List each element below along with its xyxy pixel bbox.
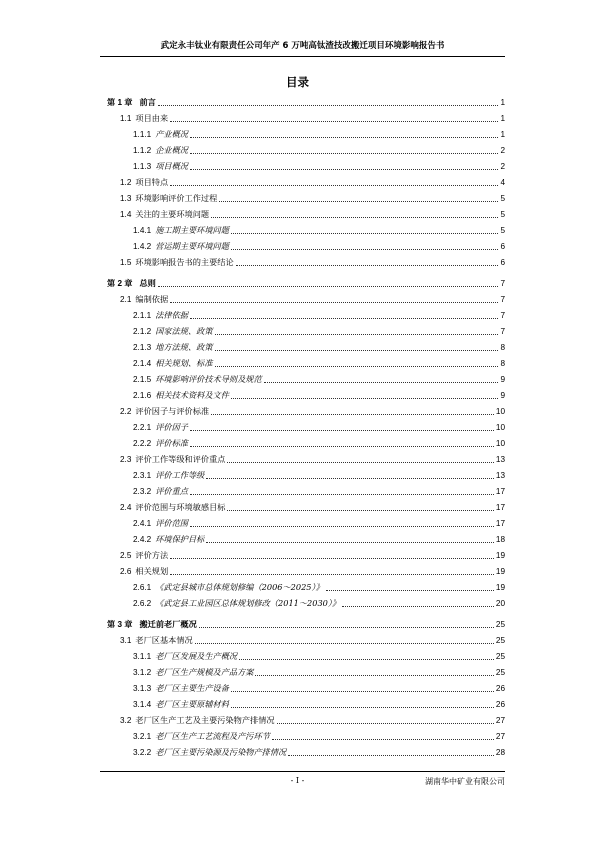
toc-leader-dots: [199, 627, 494, 628]
toc-leader-dots: [170, 121, 498, 122]
toc-entry-label: [133, 390, 229, 401]
toc-entry-label: [133, 651, 237, 662]
toc-entry-number: 2.2.1: [133, 423, 152, 432]
toc-entry-label: [120, 193, 217, 204]
document-header: 武定永丰钛业有限责任公司年产 6 万吨高钛渣技改搬迁项目环境影响报告书: [160, 41, 445, 51]
toc-entry-page: 19: [495, 551, 505, 560]
toc-entry-title: 评价重点: [155, 486, 188, 496]
toc-entry-number: 1.4: [120, 210, 132, 219]
toc-entry-page: 6: [500, 242, 505, 251]
toc-entry-number: 1.2: [120, 178, 132, 187]
toc-entry-title: 施工期主要环境问题: [155, 225, 229, 235]
footer-company: 湖南华中矿业有限公司: [425, 777, 505, 786]
toc-leader-dots: [288, 755, 494, 756]
toc-leader-dots: [190, 526, 494, 527]
toc-entry-label: [133, 145, 188, 156]
toc-entry-label: [120, 294, 168, 305]
toc-subsection-entry[interactable]: [107, 742, 505, 758]
toc-entry-number: 2.1: [120, 295, 132, 304]
toc-entry-number: 3.1: [120, 636, 132, 645]
toc-entry-number: 2.1.5: [133, 375, 152, 384]
toc-entry-title: 评价因子: [155, 422, 188, 432]
toc-subsection-entry[interactable]: [107, 417, 505, 433]
toc-entry-page: 10: [495, 407, 505, 416]
toc-entry-label: [133, 342, 213, 353]
toc-entry-label: [133, 310, 188, 321]
toc-entry-label: [133, 747, 286, 758]
toc-leader-dots: [206, 478, 494, 479]
toc-chapter-entry[interactable]: [107, 614, 505, 630]
toc-entry-page: 13: [495, 455, 505, 464]
toc-entry-title: 法律依据: [155, 310, 188, 320]
toc-section-entry[interactable]: [107, 710, 505, 726]
toc-entry-number: 3.2.2: [133, 748, 152, 757]
toc-entry-title: 评价工作等级: [155, 470, 205, 480]
toc-entry-page: 7: [500, 327, 505, 336]
toc-entry-page: 27: [495, 732, 505, 741]
toc-entry-number: 2.3: [120, 455, 132, 464]
toc-subsection-entry[interactable]: [107, 156, 505, 172]
toc-leader-dots: [170, 185, 498, 186]
footer-page-number: - I -: [290, 776, 305, 785]
toc-entry-page: 26: [495, 684, 505, 693]
toc-entry-title: 项目概况: [155, 161, 188, 171]
toc-entry-number: 1.1.3: [133, 162, 152, 171]
toc-subsection-entry[interactable]: [107, 385, 505, 401]
toc-entry-page: 7: [500, 295, 505, 304]
toc-leader-dots: [190, 318, 498, 319]
toc-entry-page: 9: [500, 375, 505, 384]
toc-subsection-entry[interactable]: [107, 646, 505, 662]
toc-entry-title: 老厂区生产规模及产品方案: [155, 667, 254, 677]
toc-section-entry[interactable]: [107, 401, 505, 417]
toc-leader-dots: [215, 366, 499, 367]
toc-subsection-entry[interactable]: [107, 726, 505, 742]
toc-subsection-entry[interactable]: [107, 337, 505, 353]
toc-chapter-entry[interactable]: [107, 273, 505, 289]
toc-entry-page: 6: [500, 258, 505, 267]
toc-leader-dots: [227, 510, 493, 511]
toc-entry-number: 2.1.4: [133, 359, 152, 368]
toc-entry-number: 第 2 章: [107, 279, 133, 288]
toc-subsection-entry[interactable]: [107, 353, 505, 369]
toc-entry-label: [133, 129, 188, 140]
toc-entry-number: 2.1.2: [133, 327, 152, 336]
toc-subsection-entry[interactable]: [107, 140, 505, 156]
toc-subsection-entry[interactable]: [107, 124, 505, 140]
toc-entry-label: [120, 406, 209, 417]
toc-entry-number: 2.6.2: [133, 599, 152, 608]
toc-entry-title: 评价范围: [155, 518, 188, 528]
toc-subsection-entry[interactable]: [107, 513, 505, 529]
toc-entry-page: 9: [500, 391, 505, 400]
toc-leader-dots: [231, 398, 499, 399]
toc-entry-number: 2.6.1: [133, 583, 152, 592]
toc-entry-page: 8: [500, 343, 505, 352]
toc-entry-page: 5: [500, 194, 505, 203]
toc-entry-page: 7: [500, 279, 505, 288]
toc-entry-label: [133, 326, 213, 337]
toc-entry-page: 25: [495, 652, 505, 661]
toc-leader-dots: [231, 691, 494, 692]
toc-subsection-entry[interactable]: [107, 305, 505, 321]
toc-section-entry[interactable]: [107, 289, 505, 305]
toc-entry-page: 4: [500, 178, 505, 187]
toc-entry-number: 1.1.2: [133, 146, 152, 155]
toc-entry-label: [133, 486, 188, 497]
toc-entry-number: 1.1.1: [133, 130, 152, 139]
toc-subsection-entry[interactable]: [107, 220, 505, 236]
toc-leader-dots: [190, 494, 494, 495]
toc-entry-label: [107, 619, 197, 630]
toc-subsection-entry[interactable]: [107, 577, 505, 593]
toc-leader-dots: [219, 201, 498, 202]
toc-leader-dots: [231, 233, 499, 234]
toc-entry-label: [120, 502, 225, 513]
toc-entry-label: [120, 550, 168, 561]
toc-entry-label: [120, 454, 225, 465]
toc-entry-number: 2.4.2: [133, 535, 152, 544]
toc-entry-number: 1.1: [120, 114, 132, 123]
toc-entry-label: [120, 257, 234, 268]
toc-title: 目录: [286, 75, 309, 89]
toc-entry-number: 3.1.2: [133, 668, 152, 677]
toc-leader-dots: [190, 446, 494, 447]
toc-entry-title: 国家法规、政策: [155, 326, 213, 336]
toc-entry-title: 老厂区生产工艺及主要污染物产排情况: [135, 715, 275, 725]
toc-entry-title: 老厂区生产工艺流程及产污环节: [155, 731, 270, 741]
toc-leader-dots: [255, 675, 493, 676]
toc-entry-title: 评价方法: [135, 550, 169, 560]
toc-entry-page: 10: [495, 439, 505, 448]
toc-leader-dots: [190, 153, 498, 154]
toc-entry-page: 5: [500, 210, 505, 219]
toc-entry-title: 项目由来: [135, 113, 169, 123]
toc-leader-dots: [206, 542, 494, 543]
toc-leader-dots: [158, 105, 499, 106]
toc-entry-page: 17: [495, 487, 505, 496]
toc-entry-number: 2.2.2: [133, 439, 152, 448]
toc-entry-number: 2.1.6: [133, 391, 152, 400]
toc-subsection-entry[interactable]: [107, 593, 505, 609]
toc-entry-label: [133, 241, 229, 252]
toc-entry-title: 《武定县工业园区总体规划修改（2011～2030）》: [155, 598, 341, 608]
toc-entry-page: 27: [495, 716, 505, 725]
toc-entry-page: 17: [495, 519, 505, 528]
toc-entry-title: 评价因子与评价标准: [135, 406, 210, 416]
toc-entry-page: 25: [495, 636, 505, 645]
toc-entry-number: 1.4.1: [133, 226, 152, 235]
toc-entry-label: [133, 422, 188, 433]
toc-entry-title: 老厂区主要原辅材料: [155, 699, 229, 709]
toc-entry-label: [107, 97, 156, 108]
toc-leader-dots: [158, 286, 499, 287]
toc-entry-label: [133, 582, 324, 593]
toc-entry-number: 3.2: [120, 716, 132, 725]
toc-entry-label: [120, 177, 168, 188]
toc-entry-label: [120, 715, 275, 726]
toc-entry-label: [120, 635, 193, 646]
toc-entry-page: 1: [500, 130, 505, 139]
toc-entry-page: 2: [500, 146, 505, 155]
toc-entry-page: 8: [500, 359, 505, 368]
toc-section-entry[interactable]: [107, 545, 505, 561]
toc-entry-title: 企业概况: [155, 145, 188, 155]
toc-entry-number: 2.1.1: [133, 311, 152, 320]
toc-subsection-entry[interactable]: [107, 481, 505, 497]
toc-leader-dots: [190, 137, 498, 138]
toc-leader-dots: [170, 302, 498, 303]
toc-entry-title: 项目特点: [135, 177, 169, 187]
toc-leader-dots: [215, 350, 499, 351]
toc-entry-page: 28: [495, 748, 505, 757]
toc-leader-dots: [236, 265, 499, 266]
toc-entry-page: 19: [495, 583, 505, 592]
toc-leader-dots: [227, 462, 493, 463]
toc-entry-title: 相关规划、标准: [155, 358, 213, 368]
toc-section-entry[interactable]: [107, 449, 505, 465]
toc-section-entry[interactable]: [107, 252, 505, 268]
toc-entry-label: [133, 683, 229, 694]
toc-entry-title: 《武定县城市总体规划修编（2006～2025）》: [155, 582, 324, 592]
toc-entry-number: 2.4.1: [133, 519, 152, 528]
toc-entry-title: 评价范围与环境敏感目标: [135, 502, 226, 512]
toc-entry-number: 2.1.3: [133, 343, 152, 352]
toc-entry-page: 25: [495, 668, 505, 677]
toc-entry-title: 编制依据: [135, 294, 169, 304]
toc-subsection-entry[interactable]: [107, 694, 505, 710]
toc-entry-title: 评价工作等级和评价重点: [135, 454, 226, 464]
toc-entry-title: 环境影响评价工作过程: [135, 193, 218, 203]
toc-leader-dots: [231, 249, 499, 250]
toc-entry-label: [133, 161, 188, 172]
toc-entry-page: 5: [500, 226, 505, 235]
toc-leader-dots: [326, 590, 494, 591]
toc-entry-number: 2.4: [120, 503, 132, 512]
toc-entry-title: 老厂区基本情况: [135, 635, 193, 645]
toc-entry-label: [107, 278, 156, 289]
toc-subsection-entry[interactable]: [107, 369, 505, 385]
toc-entry-label: [133, 225, 229, 236]
toc-entry-number: 2.5: [120, 551, 132, 560]
toc-entry-number: 3.1.1: [133, 652, 152, 661]
toc-entry-title: 相关技术资料及文件: [155, 390, 229, 400]
toc-entry-number: 3.1.4: [133, 700, 152, 709]
toc-entry-title: 营运期主要环境问题: [155, 241, 229, 251]
toc-subsection-entry[interactable]: [107, 465, 505, 481]
toc-section-entry[interactable]: [107, 630, 505, 646]
toc-entry-number: 1.4.2: [133, 242, 152, 251]
toc-section-entry[interactable]: [107, 188, 505, 204]
toc-subsection-entry[interactable]: [107, 529, 505, 545]
toc-entry-number: 2.6: [120, 567, 132, 576]
toc-entry-label: [120, 566, 168, 577]
toc-entry-number: 第 3 章: [107, 620, 133, 629]
toc-entry-page: 2: [500, 162, 505, 171]
toc-section-entry[interactable]: [107, 108, 505, 124]
toc-entry-number: 1.5: [120, 258, 132, 267]
header-rule: [100, 56, 505, 57]
toc-entry-title: 评价标准: [155, 438, 188, 448]
toc-leader-dots: [170, 558, 494, 559]
toc-entry-title: 地方法规、政策: [155, 342, 213, 352]
toc-leader-dots: [272, 739, 494, 740]
toc-entry-label: [133, 731, 270, 742]
toc-entry-page: 13: [495, 471, 505, 480]
toc-subsection-entry[interactable]: [107, 662, 505, 678]
toc-subsection-entry[interactable]: [107, 678, 505, 694]
toc-entry-number: 2.2: [120, 407, 132, 416]
toc-chapter-entry[interactable]: [107, 92, 505, 108]
toc-entry-page: 26: [495, 700, 505, 709]
toc-entry-page: 7: [500, 311, 505, 320]
toc-entry-title: 前言: [139, 97, 156, 107]
toc-subsection-entry[interactable]: [107, 433, 505, 449]
toc-entry-number: 3.2.1: [133, 732, 152, 741]
toc-entry-page: 17: [495, 503, 505, 512]
toc-entry-title: 老厂区主要污染源及污染物产排情况: [155, 747, 287, 757]
toc-entry-label: [120, 113, 168, 124]
toc-entry-number: 3.1.3: [133, 684, 152, 693]
toc-entry-label: [133, 374, 262, 385]
toc-section-entry[interactable]: [107, 204, 505, 220]
toc-entry-label: [133, 699, 229, 710]
toc-entry-title: 环境影响评价技术导则及规范: [155, 374, 262, 384]
toc-subsection-entry[interactable]: [107, 236, 505, 252]
toc-entry-label: [133, 358, 213, 369]
toc-entry-label: [133, 438, 188, 449]
footer-rule: [100, 771, 505, 772]
toc-leader-dots: [264, 382, 499, 383]
toc-entry-title: 环境保护目标: [155, 534, 205, 544]
toc-entry-label: [133, 598, 340, 609]
toc-leader-dots: [239, 659, 494, 660]
toc-entry-title: 老厂区发展及生产概况: [155, 651, 238, 661]
toc-entry-label: [133, 534, 204, 545]
toc-entry-label: [133, 667, 253, 678]
toc-leader-dots: [211, 414, 494, 415]
toc-entry-title: 产业概况: [155, 129, 188, 139]
toc-entry-title: 环境影响报告书的主要结论: [135, 257, 234, 267]
toc-entry-label: [120, 209, 209, 220]
toc-leader-dots: [231, 707, 494, 708]
toc-entry-number: 第 1 章: [107, 98, 133, 107]
toc-entry-title: 总则: [139, 278, 156, 288]
toc-entry-number: 1.3: [120, 194, 132, 203]
toc-leader-dots: [190, 169, 498, 170]
toc-entry-page: 1: [500, 114, 505, 123]
toc-leader-dots: [215, 334, 499, 335]
toc-entry-page: 1: [500, 98, 505, 107]
toc-entry-page: 25: [495, 620, 505, 629]
toc-entry-title: 老厂区主要生产设备: [155, 683, 229, 693]
table-of-contents: [107, 92, 505, 758]
toc-entry-page: 20: [495, 599, 505, 608]
toc-entry-page: 19: [495, 567, 505, 576]
toc-entry-number: 2.3.2: [133, 487, 152, 496]
toc-entry-title: 关注的主要环境问题: [135, 209, 210, 219]
toc-entry-number: 2.3.1: [133, 471, 152, 480]
toc-section-entry[interactable]: [107, 561, 505, 577]
toc-leader-dots: [170, 574, 494, 575]
toc-leader-dots: [211, 217, 498, 218]
toc-entry-page: 10: [495, 423, 505, 432]
toc-entry-label: [133, 518, 188, 529]
toc-subsection-entry[interactable]: [107, 321, 505, 337]
toc-section-entry[interactable]: [107, 497, 505, 513]
toc-entry-label: [133, 470, 204, 481]
toc-entry-title: 搬迁前老厂概况: [139, 619, 197, 629]
toc-leader-dots: [277, 723, 494, 724]
toc-leader-dots: [342, 606, 494, 607]
toc-entry-page: 18: [495, 535, 505, 544]
toc-entry-title: 相关规划: [135, 566, 169, 576]
toc-leader-dots: [190, 430, 494, 431]
toc-leader-dots: [195, 643, 494, 644]
toc-section-entry[interactable]: [107, 172, 505, 188]
